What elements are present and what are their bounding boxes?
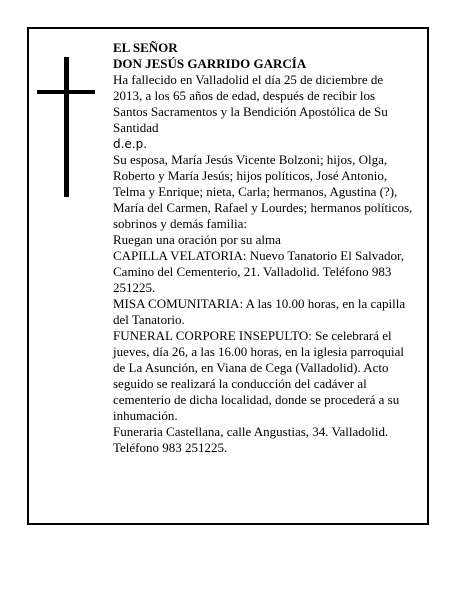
dep-line: d.e.p. (113, 137, 148, 151)
cross-horizontal-bar (37, 90, 95, 94)
deceased-name: DON JESÚS GARRIDO GARCÍA (113, 56, 307, 71)
mass-info: MISA COMUNITARIA: A las 10.00 horas, en la capilla del Tanatorio. (113, 296, 406, 327)
death-announcement: Ha fallecido en Valladolid el día 25 de diciembre de 2013, a los 65 años de edad, después de recibir los Santos Sacramentos y la Bendición Apostólica de Su Santidad (113, 72, 388, 135)
obituary-text (113, 40, 413, 456)
cross-icon (37, 57, 95, 197)
family-list: Su esposa, María Jesús Vicente Bolzoni; hijos, Olga, Roberto y María Jesús; hijos políticos, José Antonio, Telma y Enrique; nieta, Carla; hermanos, Agustina (?), María del Carmen, Rafael y Lourdes; hermanos políticos, sobrinos y demás familia: (113, 152, 413, 231)
chapel-info: CAPILLA VELATORIA: Nuevo Tanatorio El Salvador, Camino del Cementerio, 21. Valladolid. Teléfono 983 251225. (113, 248, 405, 295)
funeral-info: FUNERAL CORPORE INSEPULTO: Se celebrará el jueves, día 26, a las 16.00 horas, en la iglesia parroquial de La Asunción, en Viana de Cega (Valladolid). Acto seguido se realizará la conducción del cadáver al cementerio de dicha localidad, donde se procederá a su inhumación. (113, 328, 404, 423)
cross-vertical-bar (64, 57, 69, 197)
funeral-home-info: Funeraria Castellana, calle Angustias, 34. Valladolid. Teléfono 983 251225. (113, 424, 389, 455)
prayer-request: Ruegan una oración por su alma (113, 232, 281, 247)
title-line-1: EL SEÑOR (113, 40, 178, 55)
